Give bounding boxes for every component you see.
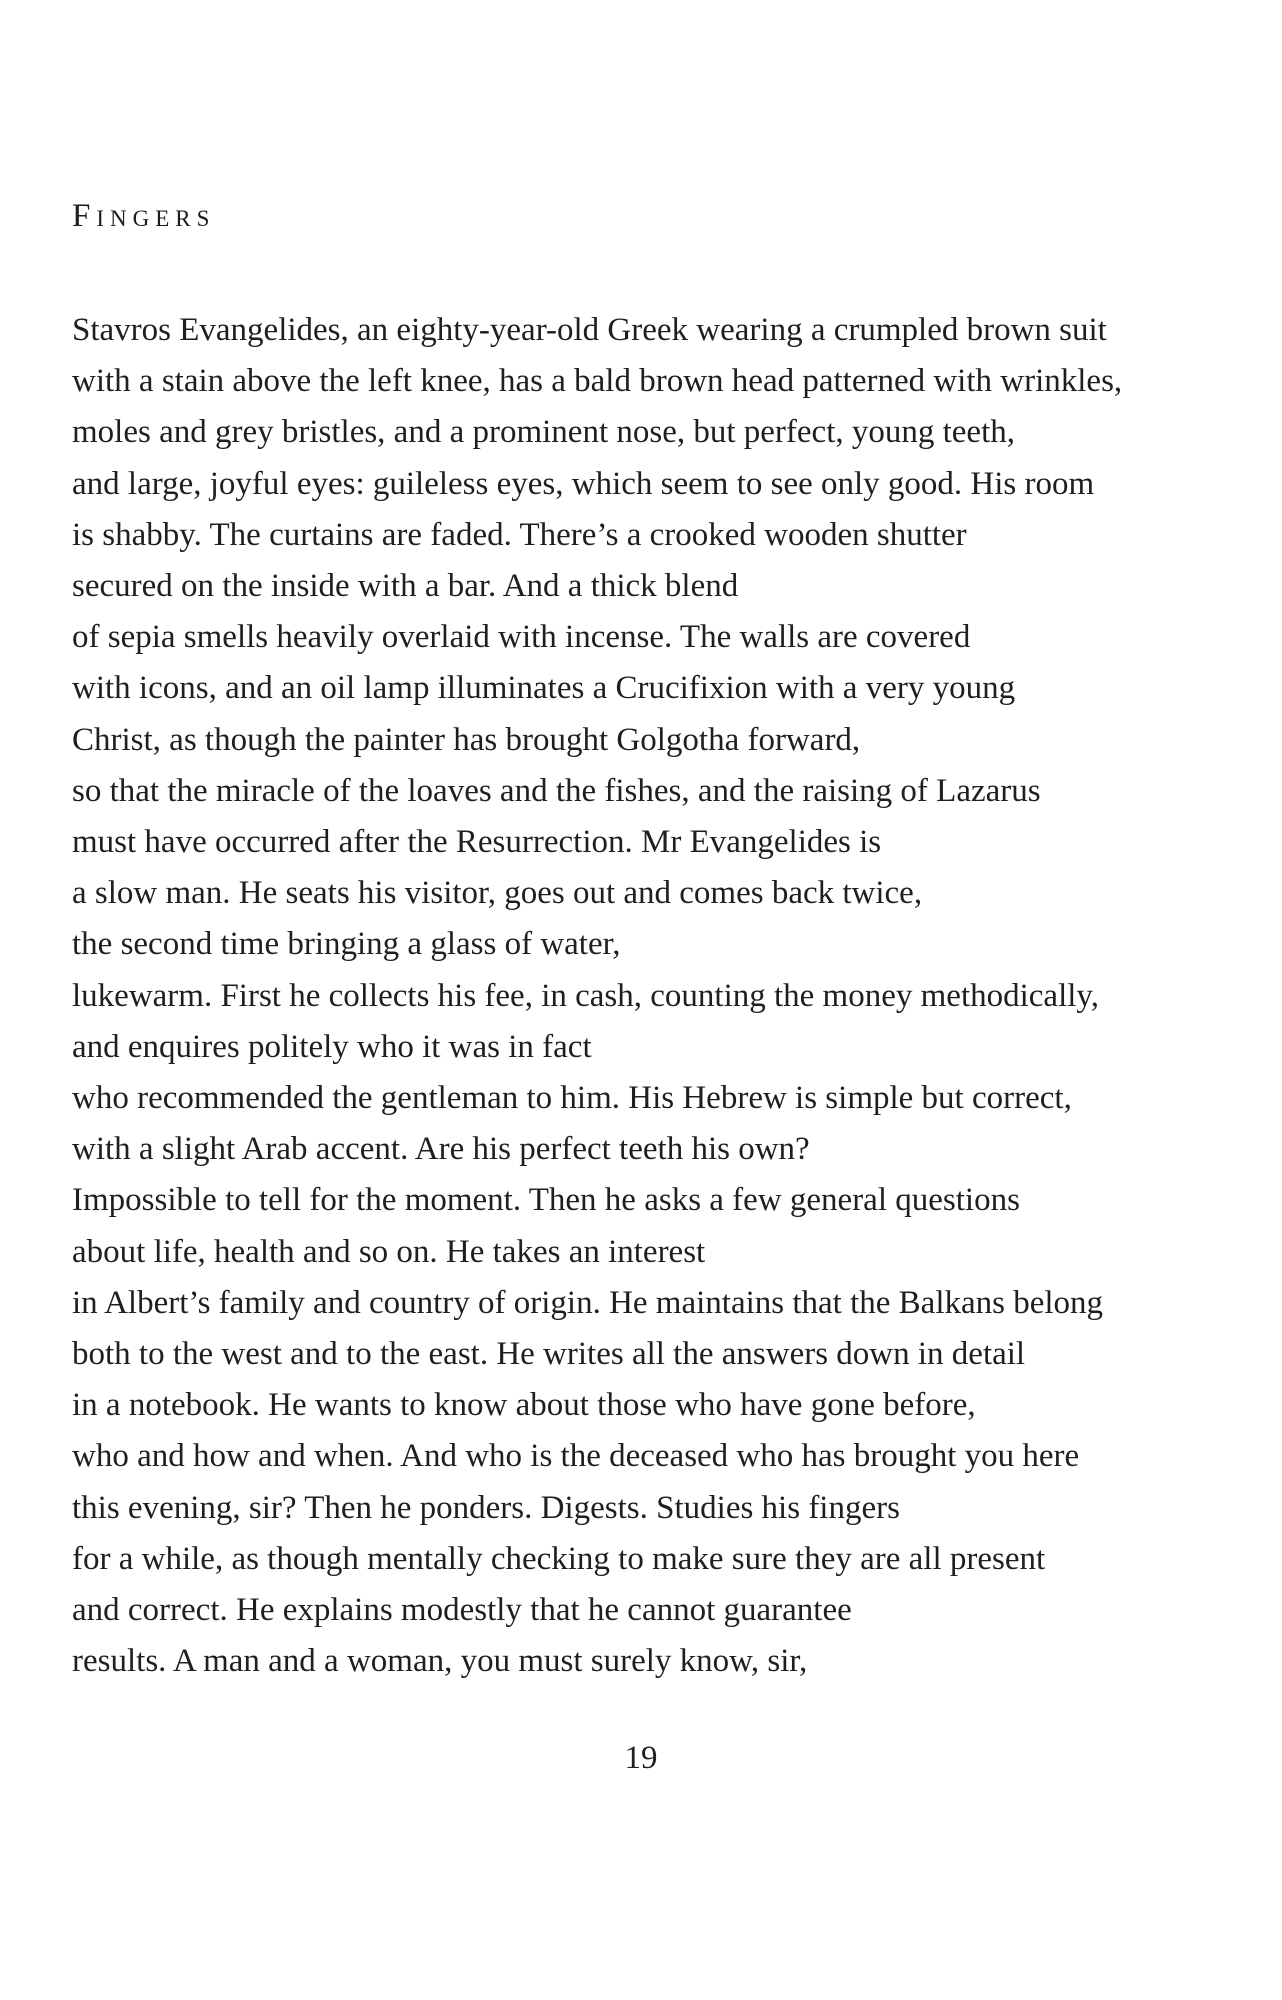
page-number: 19 bbox=[624, 1740, 658, 1776]
text-line: Stavros Evangelides, an eighty-year-old Greek wearing a crumpled brown suit bbox=[72, 312, 1107, 348]
text-line: results. A man and a woman, you must surely know, sir, bbox=[72, 1643, 808, 1680]
text-line: and large, joyful eyes: guileless eyes, which seem to see only good. His room bbox=[72, 465, 1095, 502]
text-line: a slow man. He seats his visitor, goes out and comes back twice, bbox=[72, 875, 923, 912]
text-line: is shabby. The curtains are faded. There’s a crooked wooden shutter bbox=[72, 516, 967, 553]
text-line: so that the miracle of the loaves and the fishes, and the raising of Lazarus bbox=[72, 772, 1041, 809]
text-line: for a while, as though mentally checking to make sure they are all present bbox=[72, 1540, 1046, 1577]
text-line: in Albert’s family and country of origin. He maintains that the Balkans belong bbox=[72, 1284, 1104, 1321]
text-line: moles and grey bristles, and a prominent nose, but perfect, young teeth, bbox=[72, 414, 1015, 451]
text-line: must have occurred after the Resurrection. Mr Evangelides is bbox=[72, 824, 882, 861]
text-line: with a stain above the left knee, has a bald brown head patterned with wrinkles, bbox=[72, 363, 1123, 400]
text-line: both to the west and to the east. He writes all the answers down in detail bbox=[72, 1336, 1026, 1373]
text-line: who recommended the gentleman to him. His Hebrew is simple but correct, bbox=[72, 1080, 1072, 1117]
text-line: and enquires politely who it was in fact bbox=[72, 1028, 592, 1065]
text-line: Impossible to tell for the moment. Then he asks a few general questions bbox=[72, 1182, 1020, 1219]
text-line: of sepia smells heavily overlaid with incense. The walls are covered bbox=[72, 619, 971, 656]
text-line: lukewarm. First he collects his fee, in cash, counting the money methodically, bbox=[72, 977, 1100, 1014]
text-line: this evening, sir? Then he ponders. Digests. Studies his fingers bbox=[72, 1489, 900, 1526]
body-paragraph bbox=[72, 305, 1232, 1687]
text-line: and correct. He explains modestly that he cannot guarantee bbox=[72, 1592, 852, 1629]
text-line: with icons, and an oil lamp illuminates a Crucifixion with a very young bbox=[72, 670, 1016, 707]
text-line: the second time bringing a glass of water, bbox=[72, 926, 621, 963]
text-line: secured on the inside with a bar. And a thick blend bbox=[72, 568, 739, 605]
text-line: Christ, as though the painter has brought Golgotha forward, bbox=[72, 721, 861, 758]
text-line: who and how and when. And who is the deceased who has brought you here bbox=[72, 1438, 1080, 1475]
text-line: about life, health and so on. He takes an interest bbox=[72, 1233, 706, 1270]
text-line: with a slight Arab accent. Are his perfect teeth his own? bbox=[72, 1131, 810, 1168]
chapter-title: Fingers bbox=[72, 198, 216, 234]
text-line: in a notebook. He wants to know about those who have gone before, bbox=[72, 1387, 976, 1424]
